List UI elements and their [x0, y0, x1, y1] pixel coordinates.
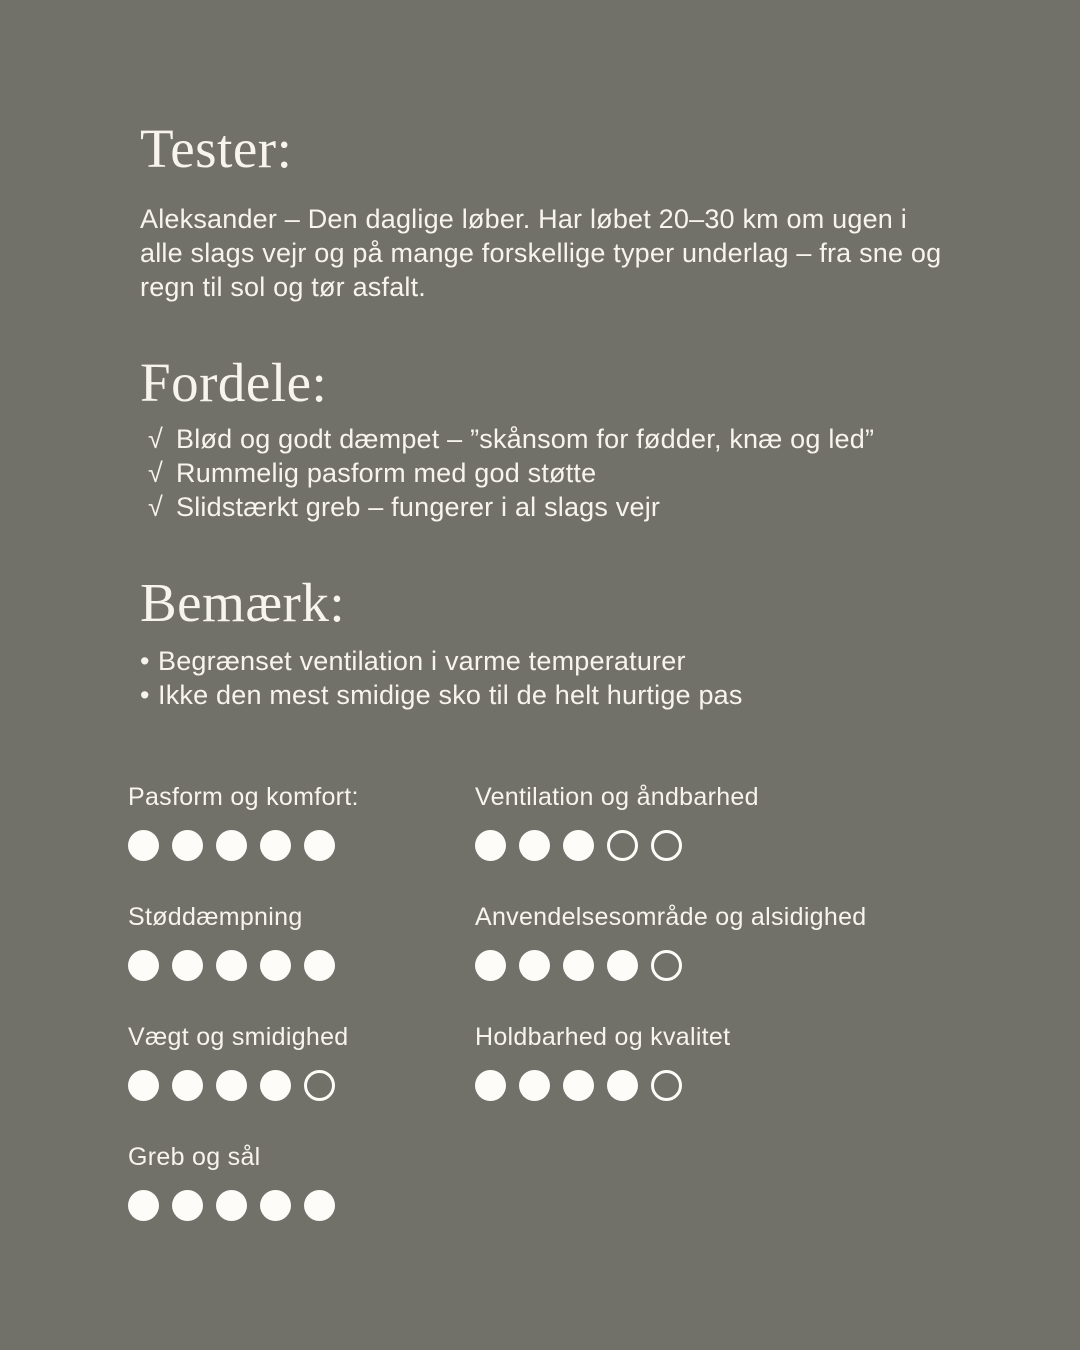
- rating-pasform-og-komfort: [128, 781, 475, 861]
- rating-dot-filled: [128, 1070, 159, 1101]
- ratings-column-left: [128, 781, 475, 1221]
- pros-item-label: Slidstærkt greb – fungerer i al slags vejr: [176, 492, 661, 522]
- rating-støddæmpning: [128, 901, 475, 981]
- pros-item-label: Rummelig pasform med god støtte: [176, 458, 597, 488]
- rating-dot-filled: [216, 830, 247, 861]
- rating-dots: [475, 830, 867, 861]
- rating-dot-empty: [651, 1070, 682, 1101]
- bullet-icon: •: [140, 680, 150, 710]
- check-icon: √: [148, 424, 164, 454]
- rating-dot-filled: [172, 1070, 203, 1101]
- rating-dot-filled: [519, 830, 550, 861]
- rating-vægt-og-smidighed: [128, 1021, 475, 1101]
- pros-item: [148, 456, 980, 490]
- rating-dot-filled: [216, 950, 247, 981]
- rating-dot-empty: [651, 950, 682, 981]
- rating-dots: [475, 950, 867, 981]
- rating-label: Pasform og komfort:: [128, 783, 359, 811]
- rating-ventilation-og-åndbarhed: [475, 781, 867, 861]
- rating-label: Ventilation og åndbarhed: [475, 783, 759, 811]
- rating-dots: [128, 950, 475, 981]
- cons-item-label: Ikke den mest smidige sko til de helt hurtige pas: [158, 680, 743, 710]
- rating-dot-filled: [172, 950, 203, 981]
- rating-dot-filled: [607, 950, 638, 981]
- rating-dot-filled: [216, 1070, 247, 1101]
- bullet-icon: •: [140, 646, 150, 676]
- rating-dot-filled: [172, 1190, 203, 1221]
- cons-item: [140, 644, 980, 678]
- rating-dot-filled: [304, 1190, 335, 1221]
- rating-greb-og-sål: [128, 1141, 475, 1221]
- rating-dot-filled: [475, 1070, 506, 1101]
- rating-dot-filled: [304, 830, 335, 861]
- rating-label: Greb og sål: [128, 1143, 261, 1171]
- cons-item: [140, 678, 980, 712]
- check-icon: √: [148, 492, 164, 522]
- rating-dots: [128, 1190, 475, 1221]
- rating-label: Anvendelsesområde og alsidighed: [475, 903, 867, 931]
- cons-list: [140, 644, 980, 712]
- section-heading-bemaerk: Bemærk:: [140, 572, 346, 633]
- tester-description: [140, 202, 980, 304]
- tester-description-line: Aleksander – Den daglige løber. Har løbet 20–30 km om ugen i: [140, 204, 907, 234]
- pros-item: [148, 490, 980, 524]
- tester-description-line: alle slags vejr og på mange forskellige typer underlag – fra sne og: [140, 238, 942, 268]
- rating-dot-filled: [563, 950, 594, 981]
- section-heading-tester: Tester:: [140, 118, 293, 179]
- pros-list: [140, 422, 980, 524]
- rating-label: Vægt og smidighed: [128, 1023, 349, 1051]
- rating-label: Støddæmpning: [128, 903, 303, 931]
- rating-dot-empty: [607, 830, 638, 861]
- ratings-grid: [128, 781, 980, 1221]
- rating-dot-filled: [128, 950, 159, 981]
- cons-item-label: Begrænset ventilation i varme temperaturer: [158, 646, 686, 676]
- rating-anvendelsesområde-og-alsidighed: [475, 901, 867, 981]
- pros-item-label: Blød og godt dæmpet – ”skånsom for fødder, knæ og led”: [176, 424, 875, 454]
- rating-dot-empty: [651, 830, 682, 861]
- rating-dot-filled: [304, 950, 335, 981]
- rating-holdbarhed-og-kvalitet: [475, 1021, 867, 1101]
- rating-dot-filled: [260, 1190, 291, 1221]
- ratings-column-right: [475, 781, 867, 1221]
- rating-dots: [128, 830, 475, 861]
- rating-dot-filled: [475, 950, 506, 981]
- rating-dot-filled: [172, 830, 203, 861]
- rating-dot-empty: [304, 1070, 335, 1101]
- rating-dots: [128, 1070, 475, 1101]
- tester-description-line: regn til sol og tør asfalt.: [140, 272, 427, 302]
- pros-item: [148, 422, 980, 456]
- rating-dot-filled: [475, 830, 506, 861]
- rating-dot-filled: [519, 1070, 550, 1101]
- rating-dot-filled: [519, 950, 550, 981]
- rating-dot-filled: [563, 830, 594, 861]
- rating-dot-filled: [128, 1190, 159, 1221]
- check-icon: √: [148, 458, 164, 488]
- rating-dots: [475, 1070, 867, 1101]
- rating-dot-filled: [563, 1070, 594, 1101]
- rating-dot-filled: [216, 1190, 247, 1221]
- rating-dot-filled: [260, 950, 291, 981]
- rating-dot-filled: [607, 1070, 638, 1101]
- rating-dot-filled: [260, 830, 291, 861]
- section-heading-fordele: Fordele:: [140, 352, 328, 413]
- rating-label: Holdbarhed og kvalitet: [475, 1023, 731, 1051]
- rating-dot-filled: [260, 1070, 291, 1101]
- rating-dot-filled: [128, 830, 159, 861]
